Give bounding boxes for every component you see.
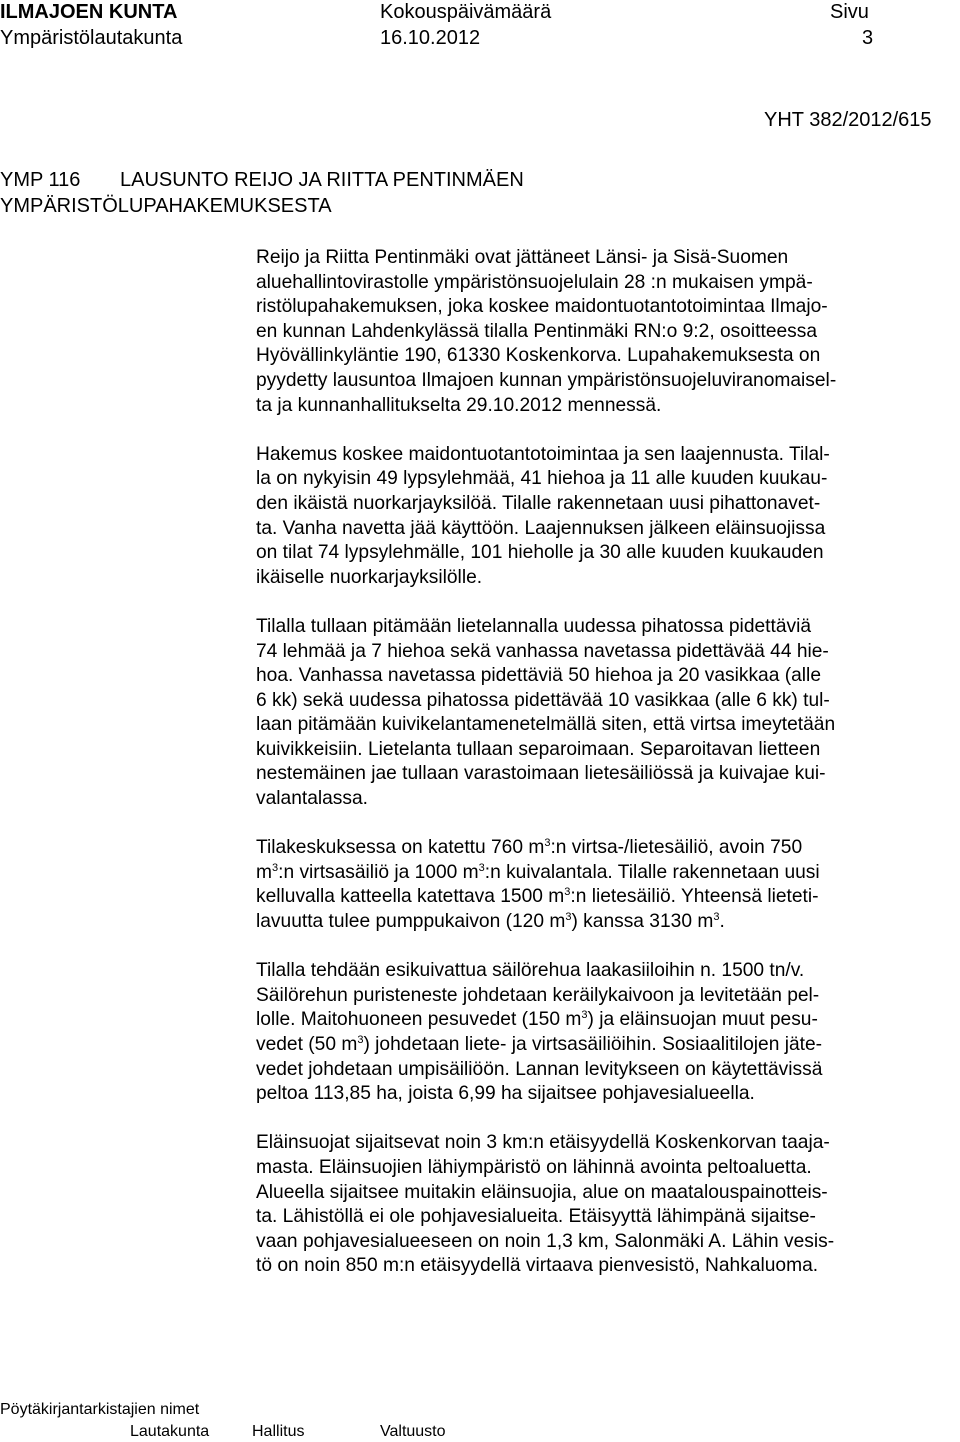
text-line: Hakemus koskee maidontuotantotoimintaa ja sen laajennusta. Tilal-	[256, 443, 830, 465]
text-line: valantalassa.	[256, 788, 368, 810]
text-line: ristölupahakemuksen, joka koskee maidontuotantotoimintaa Ilmajo-	[256, 296, 828, 318]
text-line: 74 lehmää ja 7 hiehoa sekä vanhassa navetassa pidettävää 44 hie-	[256, 640, 829, 662]
document-body	[256, 246, 946, 1279]
paragraph-expansion	[256, 443, 946, 591]
text-line: $m^3:n$ virtsasäiliö ja 1000 $m^3:n$ kuivalantala. Tilalle rakennetaan uusi	[256, 861, 820, 883]
text-line: Reijo ja Riitta Pentinmäki ovat jättäneet Länsi- ja Sisä-Suomen	[256, 247, 789, 268]
page-label: Sivu	[830, 1, 869, 23]
text-line: Tilalla tehdään esikuivattua säilörehua laakasiiloihin n. 1500 tn/v.	[256, 960, 805, 982]
footer-board: Hallitus	[252, 1423, 305, 1440]
item-title-line-2: YMPÄRISTÖLUPAHAKEMUKSESTA	[0, 195, 332, 217]
item-title-line-1: LAUSUNTO REIJO JA RIITTA PENTINMÄEN	[120, 169, 524, 191]
paragraph-manure-handling	[256, 615, 946, 812]
text-line: peltoa 113,85 ha, joista 6,99 ha sijaitsee pohjavesialueella.	[256, 1083, 755, 1105]
text-line: Säilörehun puristeneste johdetaan keräilykaivoon ja levitetään pel-	[256, 984, 820, 1006]
text-line: ta. Vanha navetta jää käyttöön. Laajennuksen jälkeen eläinsuojissa	[256, 517, 826, 539]
text-line: nestemäinen jae tullaan varastoimaan lietesäiliössä ja kuivajae kui-	[256, 763, 826, 785]
paragraph-application	[256, 246, 946, 418]
item-number: YMP 116	[0, 169, 81, 191]
org-name: ILMAJOEN KUNTA	[0, 1, 178, 23]
text-line: vaan pohjavesialueeseen on noin 1,3 km, Salonmäki A. Lähin vesis-	[256, 1230, 835, 1252]
text-line: on tilat 74 lypsylehmälle, 101 hieholle ja 30 alle kuuden kuukauden	[256, 542, 824, 564]
paragraph-storage	[256, 836, 946, 934]
paragraph-silage-wastewater	[256, 959, 946, 1107]
meeting-date-label: Kokouspäivämäärä	[380, 1, 552, 23]
text-line: den ikäistä nuorkarjayksilöä. Tilalle rakennetaan uusi pihattonavet-	[256, 492, 821, 514]
department-name: Ympäristölautakunta	[0, 27, 183, 49]
footer-council: Valtuusto	[380, 1423, 446, 1440]
page-number: 3	[862, 27, 874, 49]
text-line: hoa. Vanhassa navetassa pidettäviä 50 hiehoa ja 20 vasikkaa (alle	[256, 665, 821, 687]
meeting-date: 16.10.2012	[380, 27, 481, 49]
text-line: lolle. Maitohuoneen pesuvedet (150 $m^3$) ja eläinsuojan muut pesu-	[256, 1009, 818, 1031]
text-line: kuivikkeisiin. Lietelanta tullaan separoimaan. Separoitavan lietteen	[256, 738, 821, 760]
text-line: aluehallintovirastolle ympäristönsuojelulain 28 :n mukaisen ympä-	[256, 271, 813, 293]
text-line: vedet johdetaan umpisäiliöön. Lannan levitykseen on käytettävissä	[256, 1058, 823, 1080]
text-line: laan pitämään kuivikelantamenetelmällä siten, että virtsa imeytetään	[256, 714, 836, 736]
text-line: Hyövällinkyläntie 190, 61330 Koskenkorva. Lupahakemuksesta on	[256, 345, 821, 367]
text-line: vedet (50 $m^3$) johdetaan liete- ja virtsasäiliöihin. Sosiaalitilojen jäte-	[256, 1034, 823, 1055]
text-line: Alueella sijaitsee muitakin eläinsuojia, alue on maatalouspainotteis-	[256, 1181, 828, 1203]
text-line: 6 kk) sekä uudessa pihatossa pidettävää 10 vasikkaa (alle 6 kk) tul-	[256, 689, 830, 711]
text-line: masta. Eläinsuojien lähiympäristö on lähinnä avointa peltoaluetta.	[256, 1156, 812, 1178]
text-line: ta. Lähistöllä ei ole pohjavesialueita. Etäisyyttä lähimpänä sijaitse-	[256, 1206, 816, 1228]
text-line: la on nykyisin 49 lypsylehmää, 41 hiehoa ja 11 alle kuuden kuukau-	[256, 468, 828, 490]
text-line: en kunnan Lahdenkylässä tilalla Pentinmäki RN:o 9:2, osoitteessa	[256, 320, 818, 342]
text-line: ta ja kunnanhallitukselta 29.10.2012 mennessä.	[256, 394, 662, 416]
footer-signatures-label: Pöytäkirjantarkistajien nimet	[0, 1401, 200, 1418]
text-line: ikäiselle nuorkarjayksilölle.	[256, 566, 483, 588]
text-line: pyydetty lausuntoa Ilmajoen kunnan ympäristönsuojeluviranomaisel-	[256, 369, 837, 391]
text-line: tö on noin 850 m:n etäisyydellä virtaava pienvesistö, Nahkaluoma.	[256, 1255, 819, 1277]
text-line: Tilalla tullaan pitämään lietelannalla uudessa pihatossa pidettäviä	[256, 615, 812, 637]
text-line: kelluvalla katteella katettava 1500 $m^3:n$ lietesäiliö. Yhteensä lieteti-	[256, 886, 819, 908]
case-reference: YHT 382/2012/615	[764, 109, 932, 131]
footer-committee: Lautakunta	[130, 1423, 210, 1440]
paragraph-location	[256, 1131, 946, 1279]
text-line: lavuutta tulee pumppukaivon (120 $m^3$) kanssa 3130 $m^3$.	[256, 911, 725, 933]
text-line: Tilakeskuksessa on katettu 760 $m^3:n$ virtsa-/lietesäiliö, avoin 750	[256, 837, 803, 859]
text-line: Eläinsuojat sijaitsevat noin 3 km:n etäisyydellä Koskenkorvan taaja-	[256, 1132, 830, 1154]
